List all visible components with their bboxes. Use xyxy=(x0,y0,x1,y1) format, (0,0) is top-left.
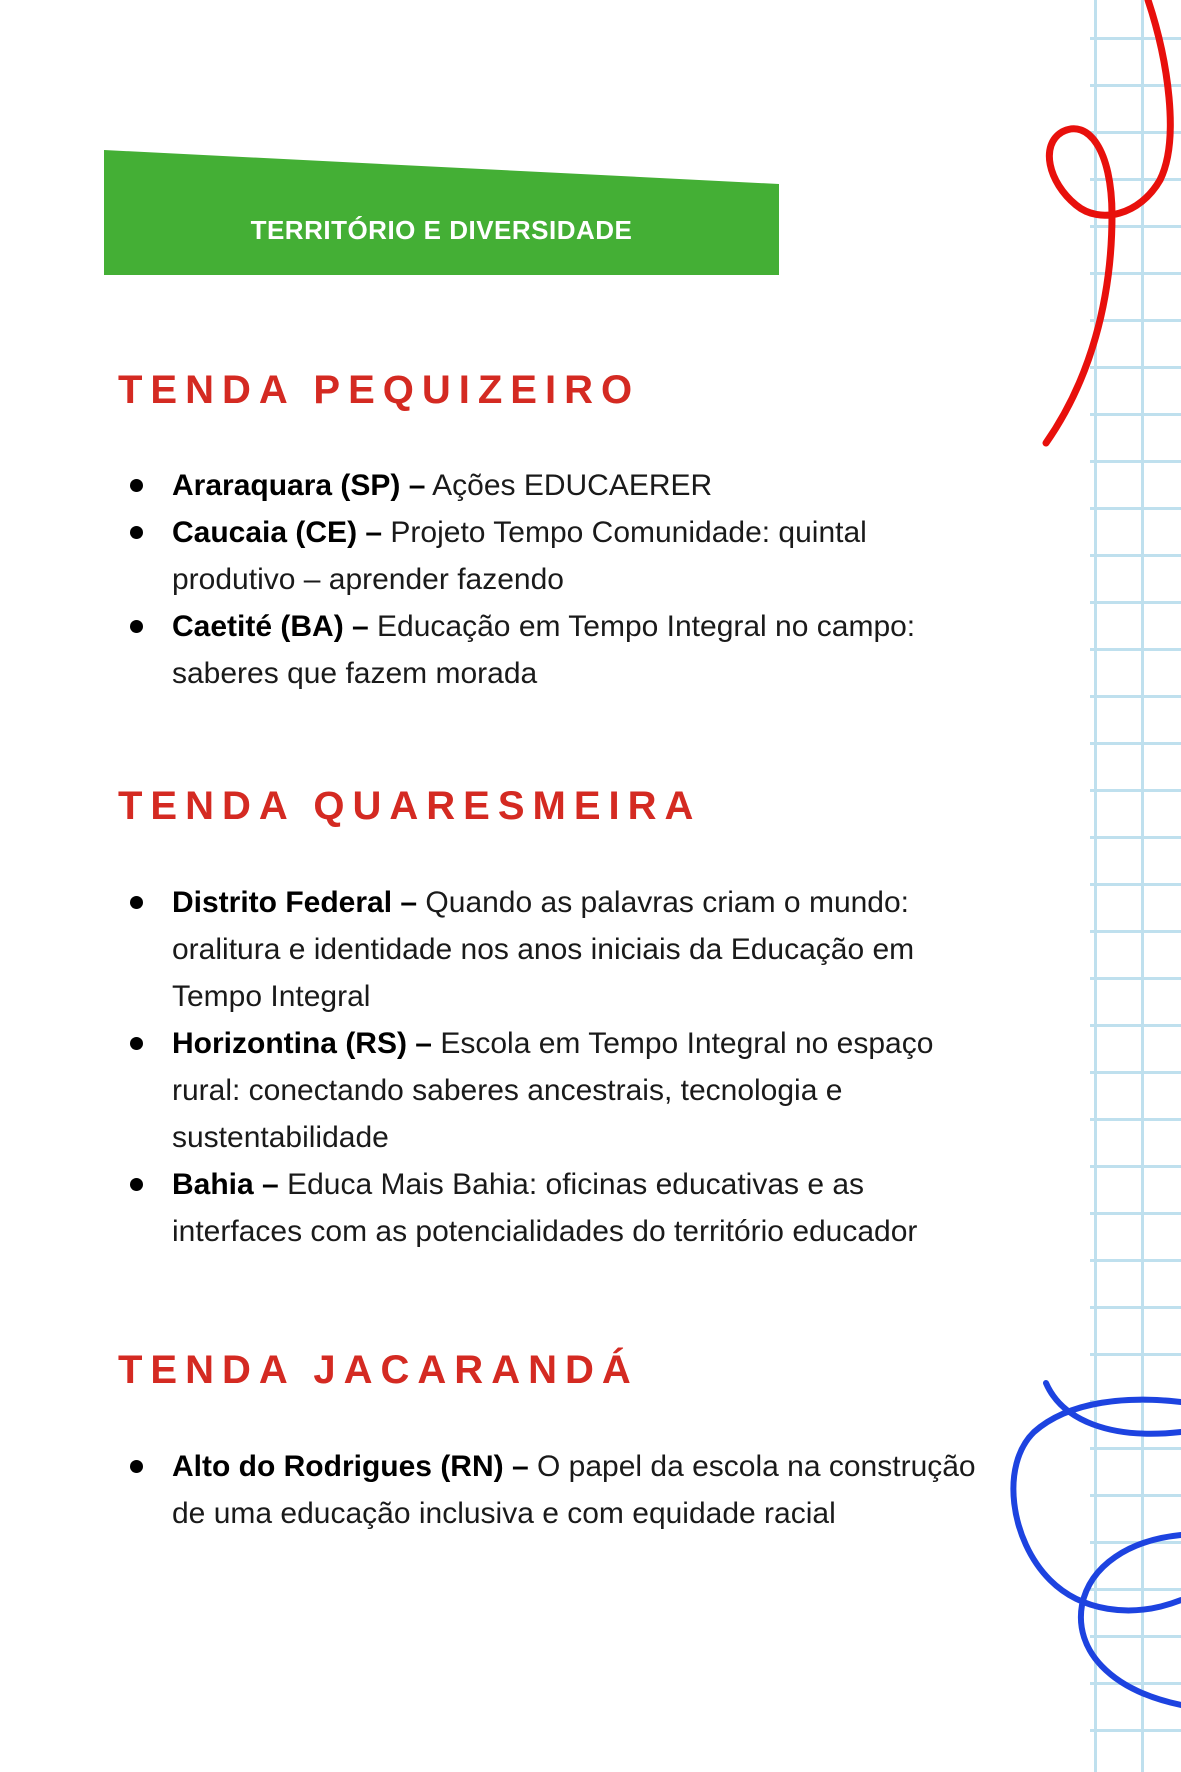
item-description: Educação em Tempo Integral no campo: saberes que fazem morada xyxy=(172,610,916,690)
list-item xyxy=(118,1443,998,1537)
grid-paper-strip xyxy=(1090,0,1181,1772)
banner-title: TERRITÓRIO E DIVERSIDADE xyxy=(250,215,633,245)
item-place: Bahia – xyxy=(172,1168,279,1201)
item-description: O papel da escola na construção de uma educação inclusiva e com equidade racial xyxy=(172,1450,976,1530)
list-item xyxy=(118,603,998,697)
bullet-icon xyxy=(130,896,143,909)
section-title: TENDA PEQUIZEIRO xyxy=(118,368,641,412)
item-description: Projeto Tempo Comunidade: quintal produtivo – aprender fazendo xyxy=(172,516,867,596)
item-place: Horizontina (RS) – xyxy=(172,1027,432,1060)
section-tenda-quaresmeira xyxy=(118,782,1018,1248)
item-description: Escola em Tempo Integral no espaço rural: conectando saberes ancestrais, tecnologia e sustentabilidade xyxy=(172,1027,934,1154)
item-place: Alto do Rodrigues (RN) – xyxy=(172,1450,529,1483)
bullet-icon xyxy=(130,1460,143,1473)
item-description: Quando as palavras criam o mundo: oralitura e identidade nos anos iniciais da Educação em Tempo Integral xyxy=(172,886,915,1013)
section-title: TENDA JACARANDÁ xyxy=(118,1348,639,1392)
item-list xyxy=(118,462,998,697)
bullet-icon xyxy=(130,1037,143,1050)
item-description: Educa Mais Bahia: oficinas educativas e as interfaces com as potencialidades do território educador xyxy=(172,1168,918,1248)
section-banner xyxy=(104,150,779,275)
list-item xyxy=(118,462,998,509)
bullet-icon xyxy=(130,526,143,539)
item-place: Caucaia (CE) – xyxy=(172,516,383,549)
item-description: Ações EDUCAERER xyxy=(432,469,713,502)
item-place: Distrito Federal – xyxy=(172,886,418,919)
item-list xyxy=(118,879,998,1255)
item-place: Caetité (BA) – xyxy=(172,610,369,643)
list-item xyxy=(118,1020,998,1161)
section-tenda-pequizeiro xyxy=(118,366,1018,690)
list-item xyxy=(118,509,998,603)
list-item xyxy=(118,1161,998,1255)
item-list xyxy=(118,1443,998,1537)
bullet-icon xyxy=(130,620,143,633)
item-place: Araraquara (SP) – xyxy=(172,469,426,502)
bullet-icon xyxy=(130,479,143,492)
bullet-icon xyxy=(130,1178,143,1191)
section-tenda-jacaranda xyxy=(118,1346,1018,1530)
list-item xyxy=(118,879,998,1020)
section-title: TENDA QUARESMEIRA xyxy=(118,784,702,828)
